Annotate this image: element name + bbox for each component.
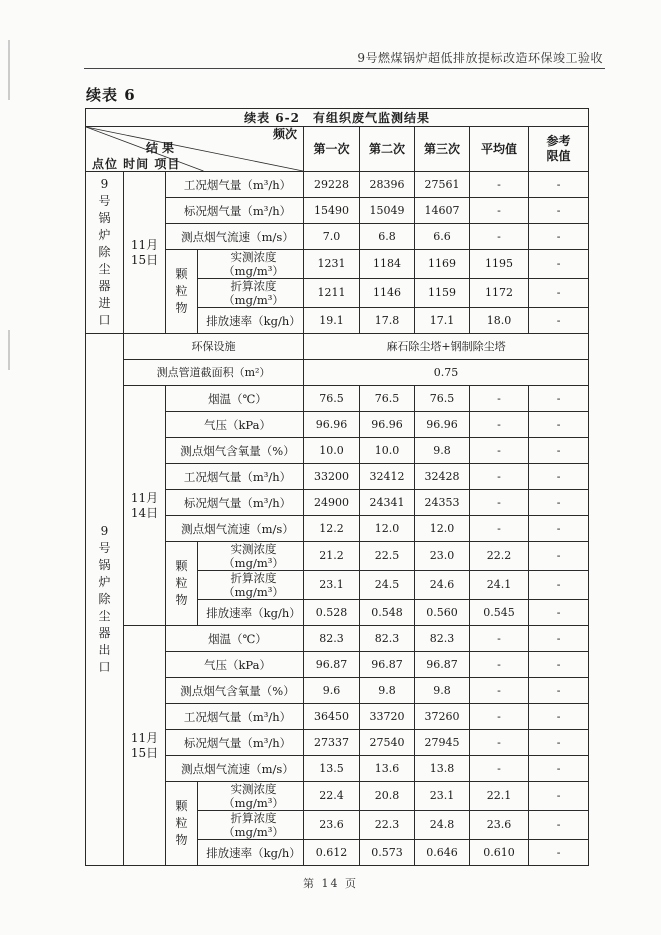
value-third: 9.8 <box>415 678 470 704</box>
location-inlet-label: 9号锅炉除尘器进口 <box>98 177 111 327</box>
value-reference: - <box>529 490 589 516</box>
value-average: - <box>470 516 529 542</box>
value-average: - <box>470 172 529 198</box>
item-label: 测点烟气流速（m/s） <box>166 756 304 782</box>
value-third: 24353 <box>415 490 470 516</box>
value-third: 1159 <box>415 279 470 308</box>
table-row <box>86 172 589 198</box>
value-third: 12.0 <box>415 516 470 542</box>
value-second: 0.548 <box>360 600 415 626</box>
item-label: 气压（kPa） <box>166 412 304 438</box>
value-average: 24.1 <box>470 571 529 600</box>
value-first: 96.87 <box>304 652 360 678</box>
value-second: 6.8 <box>360 224 415 250</box>
value-first: 22.4 <box>304 782 360 811</box>
item-label: 烟温（℃） <box>166 626 304 652</box>
value-third: 14607 <box>415 198 470 224</box>
table-row <box>86 626 589 652</box>
particulate-group-label: 颗粒物 <box>175 267 188 315</box>
item-label: 排放速率（kg/h） <box>198 308 304 334</box>
value-average: - <box>470 626 529 652</box>
value-second: 13.6 <box>360 756 415 782</box>
continued-table-label: 续表 6 <box>86 86 136 104</box>
value-second: 22.5 <box>360 542 415 571</box>
value-average: 1172 <box>470 279 529 308</box>
location-outlet <box>86 334 124 866</box>
env-facility-label: 环保设施 <box>124 334 304 360</box>
value-second: 28396 <box>360 172 415 198</box>
area-value: 0.75 <box>304 360 589 386</box>
value-first: 23.6 <box>304 811 360 840</box>
value-second: 22.3 <box>360 811 415 840</box>
value-third: 23.1 <box>415 782 470 811</box>
item-label: 折算浓度（mg/m³） <box>198 279 304 308</box>
value-first: 19.1 <box>304 308 360 334</box>
value-third: 17.1 <box>415 308 470 334</box>
table-title: 续表 6-2 有组织废气监测结果 <box>86 109 589 127</box>
col-header-average: 平均值 <box>470 127 529 172</box>
value-reference: - <box>529 626 589 652</box>
item-label: 气压（kPa） <box>166 652 304 678</box>
value-third: 76.5 <box>415 386 470 412</box>
page-number: 第 14 页 <box>303 877 358 890</box>
value-third: 37260 <box>415 704 470 730</box>
value-first: 10.0 <box>304 438 360 464</box>
particulate-group-label: 颗粒物 <box>175 559 188 607</box>
table-row <box>86 334 589 360</box>
col-header-second: 第二次 <box>360 127 415 172</box>
value-average: - <box>470 490 529 516</box>
value-reference: - <box>529 704 589 730</box>
value-third: 0.560 <box>415 600 470 626</box>
value-third: 9.8 <box>415 438 470 464</box>
value-second: 10.0 <box>360 438 415 464</box>
value-third: 96.96 <box>415 412 470 438</box>
value-first: 9.6 <box>304 678 360 704</box>
location-inlet <box>86 172 124 334</box>
value-third: 0.646 <box>415 840 470 866</box>
particulate-group <box>166 250 198 334</box>
item-label: 烟温（℃） <box>166 386 304 412</box>
value-reference: - <box>529 840 589 866</box>
date-outlet-day14-label: 11月14日 <box>130 490 159 520</box>
item-label: 标况烟气量（m³/h） <box>166 198 304 224</box>
value-reference: - <box>529 250 589 279</box>
value-reference: - <box>529 464 589 490</box>
date-outlet-day14 <box>124 386 166 626</box>
value-second: 1184 <box>360 250 415 279</box>
value-first: 12.2 <box>304 516 360 542</box>
value-third: 82.3 <box>415 626 470 652</box>
value-reference: - <box>529 678 589 704</box>
item-label: 工况烟气量（m³/h） <box>166 464 304 490</box>
particulate-group <box>166 542 198 626</box>
item-label: 测点烟气流速（m/s） <box>166 224 304 250</box>
value-second: 96.87 <box>360 652 415 678</box>
value-reference: - <box>529 224 589 250</box>
value-third: 24.8 <box>415 811 470 840</box>
value-average: - <box>470 386 529 412</box>
value-first: 0.612 <box>304 840 360 866</box>
value-reference: - <box>529 571 589 600</box>
value-average: - <box>470 704 529 730</box>
value-reference: - <box>529 516 589 542</box>
item-label: 标况烟气量（m³/h） <box>166 730 304 756</box>
value-third: 96.87 <box>415 652 470 678</box>
date-outlet-day15-label: 11月15日 <box>130 730 159 760</box>
item-label: 测点烟气含氧量（%） <box>166 438 304 464</box>
date-outlet-day15 <box>124 626 166 866</box>
item-label: 工况烟气量（m³/h） <box>166 704 304 730</box>
value-first: 23.1 <box>304 571 360 600</box>
value-reference: - <box>529 279 589 308</box>
location-outlet-label: 9号锅炉除尘器出口 <box>98 524 111 674</box>
item-label: 排放速率（kg/h） <box>198 840 304 866</box>
value-first: 36450 <box>304 704 360 730</box>
value-second: 1146 <box>360 279 415 308</box>
value-reference: - <box>529 756 589 782</box>
value-second: 32412 <box>360 464 415 490</box>
env-facility-value: 麻石除尘塔+钢制除尘塔 <box>304 334 589 360</box>
value-third: 27561 <box>415 172 470 198</box>
date-inlet-label: 11月15日 <box>130 237 159 267</box>
value-average: - <box>470 678 529 704</box>
item-label: 实测浓度（mg/m³） <box>198 250 304 279</box>
value-reference: - <box>529 412 589 438</box>
value-average: - <box>470 652 529 678</box>
particulate-group <box>166 782 198 866</box>
value-average: 22.1 <box>470 782 529 811</box>
value-reference: - <box>529 172 589 198</box>
value-third: 1169 <box>415 250 470 279</box>
monitoring-results-table <box>85 108 589 866</box>
value-third: 23.0 <box>415 542 470 571</box>
value-reference: - <box>529 782 589 811</box>
header-rule <box>84 68 605 69</box>
value-first: 1211 <box>304 279 360 308</box>
value-first: 24900 <box>304 490 360 516</box>
item-label: 测点烟气含氧量（%） <box>166 678 304 704</box>
value-first: 27337 <box>304 730 360 756</box>
value-second: 76.5 <box>360 386 415 412</box>
col-header-reference-limit-label: 参考限值 <box>546 134 571 163</box>
value-first: 15490 <box>304 198 360 224</box>
item-label: 折算浓度（mg/m³） <box>198 811 304 840</box>
value-average: - <box>470 464 529 490</box>
value-first: 7.0 <box>304 224 360 250</box>
value-second: 17.8 <box>360 308 415 334</box>
value-second: 27540 <box>360 730 415 756</box>
value-first: 1231 <box>304 250 360 279</box>
value-average: - <box>470 438 529 464</box>
value-reference: - <box>529 542 589 571</box>
value-first: 96.96 <box>304 412 360 438</box>
value-second: 96.96 <box>360 412 415 438</box>
report-header: 9号燃煤锅炉超低排放提标改造环保竣工验收 <box>357 51 603 65</box>
value-average: - <box>470 198 529 224</box>
value-reference: - <box>529 198 589 224</box>
value-third: 6.6 <box>415 224 470 250</box>
value-first: 82.3 <box>304 626 360 652</box>
date-inlet <box>124 172 166 334</box>
particulate-group-label: 颗粒物 <box>175 799 188 847</box>
value-third: 24.6 <box>415 571 470 600</box>
item-label: 排放速率（kg/h） <box>198 600 304 626</box>
value-average: - <box>470 224 529 250</box>
value-third: 27945 <box>415 730 470 756</box>
item-label: 测点烟气流速（m/s） <box>166 516 304 542</box>
value-reference: - <box>529 600 589 626</box>
value-average: 0.545 <box>470 600 529 626</box>
value-second: 20.8 <box>360 782 415 811</box>
table-row <box>86 360 589 386</box>
value-second: 24341 <box>360 490 415 516</box>
value-third: 32428 <box>415 464 470 490</box>
item-label: 实测浓度（mg/m³） <box>198 542 304 571</box>
value-average: 18.0 <box>470 308 529 334</box>
value-first: 13.5 <box>304 756 360 782</box>
value-second: 0.573 <box>360 840 415 866</box>
value-reference: - <box>529 386 589 412</box>
value-reference: - <box>529 308 589 334</box>
col-header-third: 第三次 <box>415 127 470 172</box>
scan-mark <box>8 40 10 100</box>
value-first: 21.2 <box>304 542 360 571</box>
value-average: - <box>470 412 529 438</box>
value-second: 15049 <box>360 198 415 224</box>
value-second: 12.0 <box>360 516 415 542</box>
value-third: 13.8 <box>415 756 470 782</box>
diag-result-label: 结果 <box>146 141 179 155</box>
value-second: 24.5 <box>360 571 415 600</box>
diag-freq-label: 频次 <box>272 127 297 141</box>
col-header-reference-limit <box>529 127 589 172</box>
value-average: 1195 <box>470 250 529 279</box>
value-average: - <box>470 756 529 782</box>
scan-mark <box>8 330 10 370</box>
value-first: 33200 <box>304 464 360 490</box>
value-average: 22.2 <box>470 542 529 571</box>
item-label: 实测浓度（mg/m³） <box>198 782 304 811</box>
diagonal-header-cell <box>86 127 304 172</box>
value-reference: - <box>529 438 589 464</box>
table-row <box>86 386 589 412</box>
value-average: - <box>470 730 529 756</box>
item-label: 工况烟气量（m³/h） <box>166 172 304 198</box>
value-second: 9.8 <box>360 678 415 704</box>
value-first: 76.5 <box>304 386 360 412</box>
area-label: 测点管道截面积（m²） <box>124 360 304 386</box>
value-first: 0.528 <box>304 600 360 626</box>
diag-bottom-label: 点位 时间 项目 <box>92 157 181 171</box>
item-label: 折算浓度（mg/m³） <box>198 571 304 600</box>
item-label: 标况烟气量（m³/h） <box>166 490 304 516</box>
value-second: 33720 <box>360 704 415 730</box>
value-second: 82.3 <box>360 626 415 652</box>
value-reference: - <box>529 811 589 840</box>
value-reference: - <box>529 652 589 678</box>
value-average: 0.610 <box>470 840 529 866</box>
value-reference: - <box>529 730 589 756</box>
value-average: 23.6 <box>470 811 529 840</box>
value-first: 29228 <box>304 172 360 198</box>
col-header-first: 第一次 <box>304 127 360 172</box>
